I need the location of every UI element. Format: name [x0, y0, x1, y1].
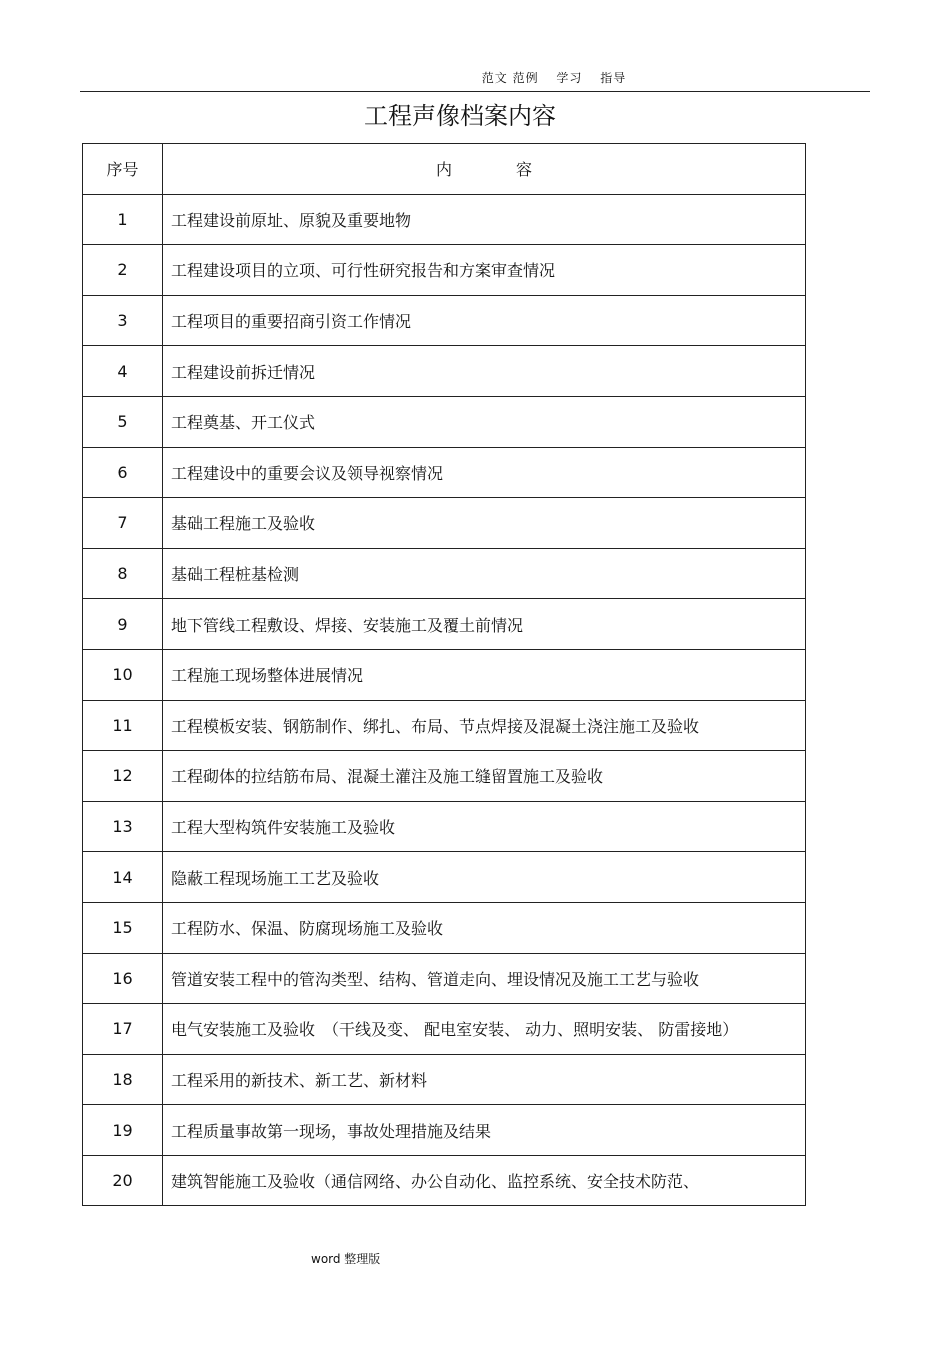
row-number: 15 — [83, 902, 163, 953]
row-content: 工程砌体的拉结筋布局、混凝土灌注及施工缝留置施工及验收 — [163, 751, 806, 802]
row-content: 工程建设中的重要会议及领导视察情况 — [163, 447, 806, 498]
row-content: 基础工程桩基检测 — [163, 548, 806, 599]
table-row — [83, 1105, 806, 1156]
table-row — [83, 902, 806, 953]
row-content: 工程质量事故第一现场，事故处理措施及结果 — [163, 1105, 806, 1156]
row-number: 7 — [83, 498, 163, 549]
row-number: 19 — [83, 1105, 163, 1156]
table-row — [83, 1155, 806, 1206]
table-row — [83, 599, 806, 650]
row-content: 工程大型构筑件安装施工及验收 — [163, 801, 806, 852]
row-number: 12 — [83, 751, 163, 802]
row-number: 10 — [83, 649, 163, 700]
table-row — [83, 1054, 806, 1105]
row-content: 工程采用的新技术、新工艺、新材料 — [163, 1054, 806, 1105]
table-row — [83, 194, 806, 245]
archive-content-table — [82, 143, 806, 1206]
table-row — [83, 751, 806, 802]
row-content: 电气安装施工及验收 （干线及变、 配电室安装、 动力、照明安装、 防雷接地） — [163, 1004, 806, 1055]
table-row — [83, 396, 806, 447]
row-number: 1 — [83, 194, 163, 245]
row-content: 工程项目的重要招商引资工作情况 — [163, 295, 806, 346]
row-content: 工程建设前原址、原貌及重要地物 — [163, 194, 806, 245]
row-number: 14 — [83, 852, 163, 903]
row-number: 18 — [83, 1054, 163, 1105]
table-row — [83, 953, 806, 1004]
table-row — [83, 245, 806, 296]
header-divider — [80, 91, 870, 92]
row-content: 建筑智能施工及验收（通信网络、办公自动化、监控系统、安全技术防范、 — [163, 1155, 806, 1206]
row-number: 8 — [83, 548, 163, 599]
row-number: 11 — [83, 700, 163, 751]
table-row — [83, 1004, 806, 1055]
row-number: 20 — [83, 1155, 163, 1206]
row-content: 工程建设前拆迁情况 — [163, 346, 806, 397]
row-number: 9 — [83, 599, 163, 650]
row-number: 3 — [83, 295, 163, 346]
column-header-content: 内 容 — [163, 144, 806, 195]
row-content: 隐蔽工程现场施工工艺及验收 — [163, 852, 806, 903]
row-content: 工程奠基、开工仪式 — [163, 396, 806, 447]
row-number: 13 — [83, 801, 163, 852]
row-content: 地下管线工程敷设、焊接、安装施工及覆土前情况 — [163, 599, 806, 650]
table-row — [83, 852, 806, 903]
table-row — [83, 801, 806, 852]
column-header-number: 序号 — [83, 144, 163, 195]
row-number: 2 — [83, 245, 163, 296]
row-number: 17 — [83, 1004, 163, 1055]
row-content: 基础工程施工及验收 — [163, 498, 806, 549]
page-footer: word 整理版 — [311, 1252, 381, 1266]
page-header: 范文 范例 学习 指导 — [481, 71, 627, 85]
row-content: 工程模板安装、钢筋制作、绑扎、布局、节点焊接及混凝土浇注施工及验收 — [163, 700, 806, 751]
table-row — [83, 548, 806, 599]
row-number: 6 — [83, 447, 163, 498]
table-body — [83, 194, 806, 1206]
row-content: 工程防水、保温、防腐现场施工及验收 — [163, 902, 806, 953]
table-header-row — [83, 144, 806, 195]
row-number: 5 — [83, 396, 163, 447]
row-content: 工程建设项目的立项、可行性研究报告和方案审查情况 — [163, 245, 806, 296]
row-content: 工程施工现场整体进展情况 — [163, 649, 806, 700]
table-row — [83, 498, 806, 549]
table-row — [83, 295, 806, 346]
row-content: 管道安装工程中的管沟类型、结构、管道走向、埋设情况及施工工艺与验收 — [163, 953, 806, 1004]
document-title: 工程声像档案内容 — [364, 102, 556, 130]
table-row — [83, 649, 806, 700]
row-number: 4 — [83, 346, 163, 397]
row-number: 16 — [83, 953, 163, 1004]
table-row — [83, 346, 806, 397]
table-row — [83, 700, 806, 751]
table-row — [83, 447, 806, 498]
